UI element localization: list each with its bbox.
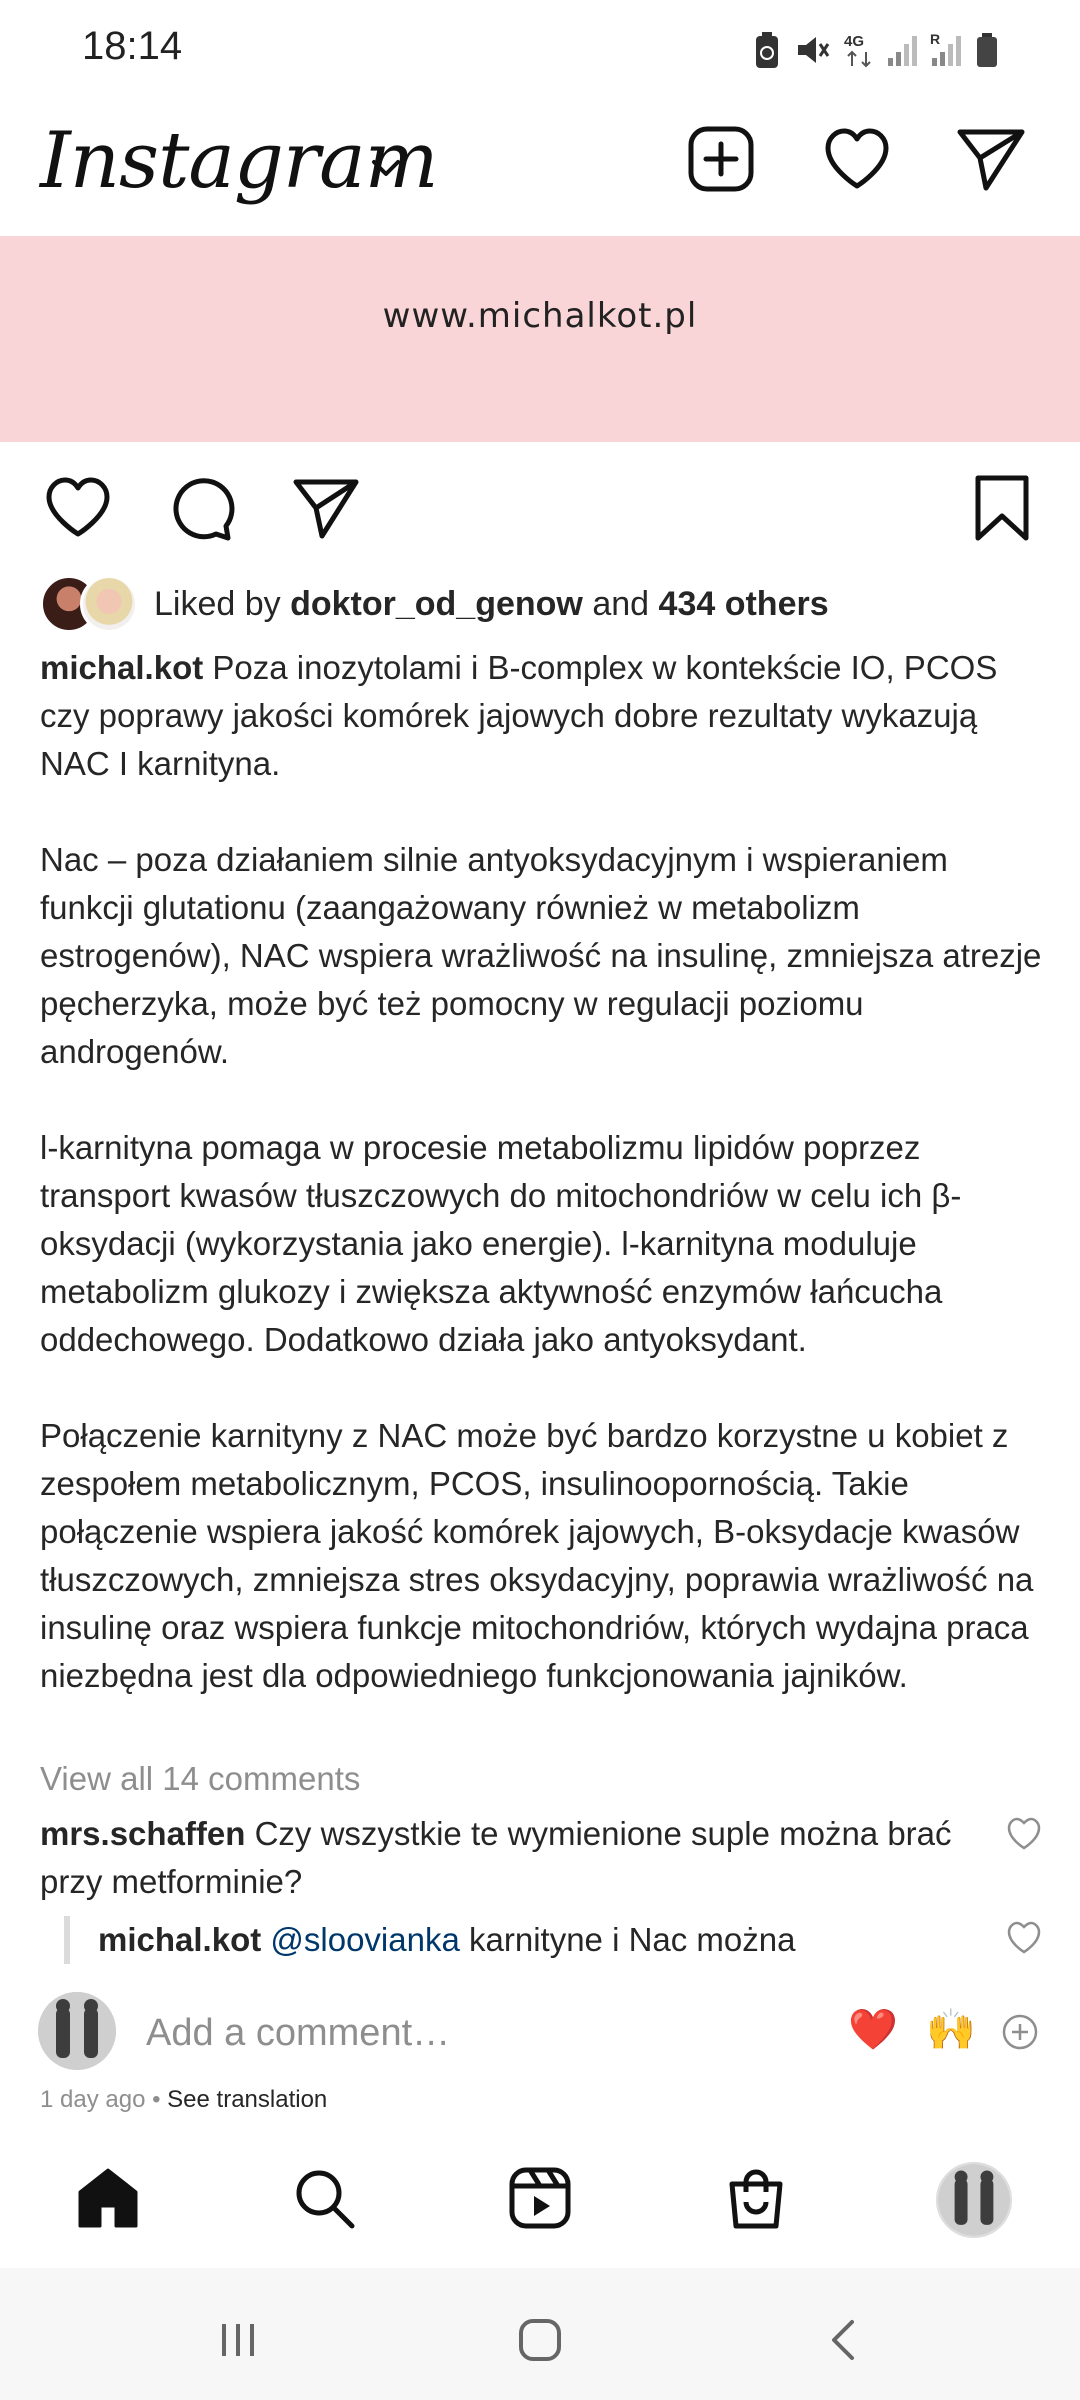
like-icon[interactable] <box>40 470 116 546</box>
reply-username[interactable]: michal.kot <box>98 1921 262 1958</box>
caption-text: Poza inozytolami i B-complex w kontekście IO, PCOS czy poprawy jakości komórek jajowych dobre rezultaty wykazują NAC I karnityna. <box>40 649 998 782</box>
instagram-logo[interactable]: Instagram <box>40 116 438 206</box>
liked-by-prefix: Liked by <box>154 584 281 623</box>
caption-paragraph: Połączenie karnityny z NAC może być bardzo korzystne u kobiet z zespołem metabolicznym, PCOS, insulinoopornością. Takie połączenie wspiera jakość komórek jajowych, B-oksydacje kwasów tłuszczowych, zmniejsza stres oksydacyjny, poprawia wrażliwość na insulinę oraz wspiera funkcje mitochondriów, których wydajna praca niezbędna jest dla odpowiedniego funkcjonowania jajników. <box>40 1417 1034 1694</box>
reply-item <box>64 1916 1028 1964</box>
liked-by-row[interactable] <box>40 574 829 634</box>
add-comment-input[interactable]: Add a comment… <box>146 2012 451 2054</box>
liked-by-text[interactable] <box>154 585 829 624</box>
home-button-icon[interactable] <box>516 2316 564 2364</box>
svg-text:4G: 4G <box>844 33 865 50</box>
status-icons <box>752 28 1000 72</box>
profile-avatar[interactable] <box>936 2162 1012 2238</box>
caption-paragraph <box>40 644 1050 788</box>
comment-text: Czy wszystkie te wymienione suple można brać przy metforminie? <box>40 1815 952 1900</box>
share-icon[interactable] <box>288 470 364 546</box>
mute-icon <box>792 30 832 70</box>
reply-like-icon[interactable] <box>1004 1918 1044 1958</box>
liked-by-middle: and <box>592 584 650 623</box>
search-icon[interactable] <box>288 2162 360 2234</box>
quick-reaction-heart[interactable]: ❤️ <box>848 2008 898 2052</box>
view-all-comments-link[interactable]: View all 14 comments <box>40 1760 361 1797</box>
4g-icon <box>842 30 876 70</box>
my-avatar <box>38 1992 116 2070</box>
caption-paragraph: Nac – poza działaniem silnie antyoksydacyjnym i wspieraniem funkcji glutationu (zaangażowany również w metabolizm estrogenów), NAC wspiera wrażliwość na insulinę, zmniejsza atrezje pęcherzyka, może być też pomocny w regulacji poziomu androgenów. <box>40 841 1042 1070</box>
comment-item <box>40 1810 1000 1906</box>
time-ago: 1 day ago <box>40 2086 146 2113</box>
post-caption <box>40 644 1050 1700</box>
heart-icon[interactable] <box>818 120 896 198</box>
meta-separator: • <box>152 2086 161 2113</box>
battery-saver-icon <box>752 30 782 70</box>
banner-url: www.michalkot.pl <box>382 296 698 336</box>
comment-like-icon[interactable] <box>1004 1814 1044 1854</box>
post-meta <box>40 2086 327 2114</box>
recent-apps-icon[interactable] <box>214 2316 262 2364</box>
battery-icon <box>974 30 1000 70</box>
comment-username[interactable]: mrs.schaffen <box>40 1815 246 1852</box>
see-translation-link[interactable]: See translation <box>167 2086 328 2113</box>
new-post-icon[interactable] <box>682 120 760 198</box>
more-reactions-icon[interactable] <box>1000 2012 1040 2052</box>
chevron-down-icon[interactable] <box>366 148 406 188</box>
profile-avatar-image <box>938 2164 1010 2236</box>
signal-r-icon <box>930 30 964 70</box>
caption-username[interactable]: michal.kot <box>40 649 204 686</box>
caption-paragraph: l-karnityna pomaga w procesie metabolizmu lipidów poprzez transport kwasów tłuszczowych do mitochondriów w celu ich β-oksydacji (wykorzystania jako energie). l-karnityna moduluje metabolizm glukozy i zwiększa aktywność enzymów łańcucha oddechowego. Dodatkowo działa jako antyoksydant. <box>40 1129 962 1358</box>
shop-icon[interactable] <box>720 2162 792 2234</box>
post-banner <box>0 236 1080 442</box>
reels-icon[interactable] <box>504 2162 576 2234</box>
avatar-image <box>38 1992 116 2070</box>
liked-by-user[interactable]: doktor_od_genow <box>290 584 583 623</box>
signal-icon <box>886 30 920 70</box>
direct-message-icon[interactable] <box>952 120 1030 198</box>
quick-reaction-hands[interactable]: 🙌 <box>926 2008 976 2052</box>
reply-mention[interactable]: @sloovianka <box>270 1921 460 1958</box>
reply-text: karnityne i Nac można <box>469 1921 796 1958</box>
liker-avatar <box>80 575 138 633</box>
comment-icon[interactable] <box>164 470 240 546</box>
back-icon[interactable] <box>820 2316 868 2364</box>
home-icon[interactable] <box>72 2162 144 2234</box>
liked-by-others[interactable]: 434 others <box>658 584 829 623</box>
svg-text:R: R <box>930 31 941 47</box>
status-bar <box>0 0 1080 100</box>
bookmark-icon[interactable] <box>964 470 1040 546</box>
status-time: 18:14 <box>82 24 183 68</box>
